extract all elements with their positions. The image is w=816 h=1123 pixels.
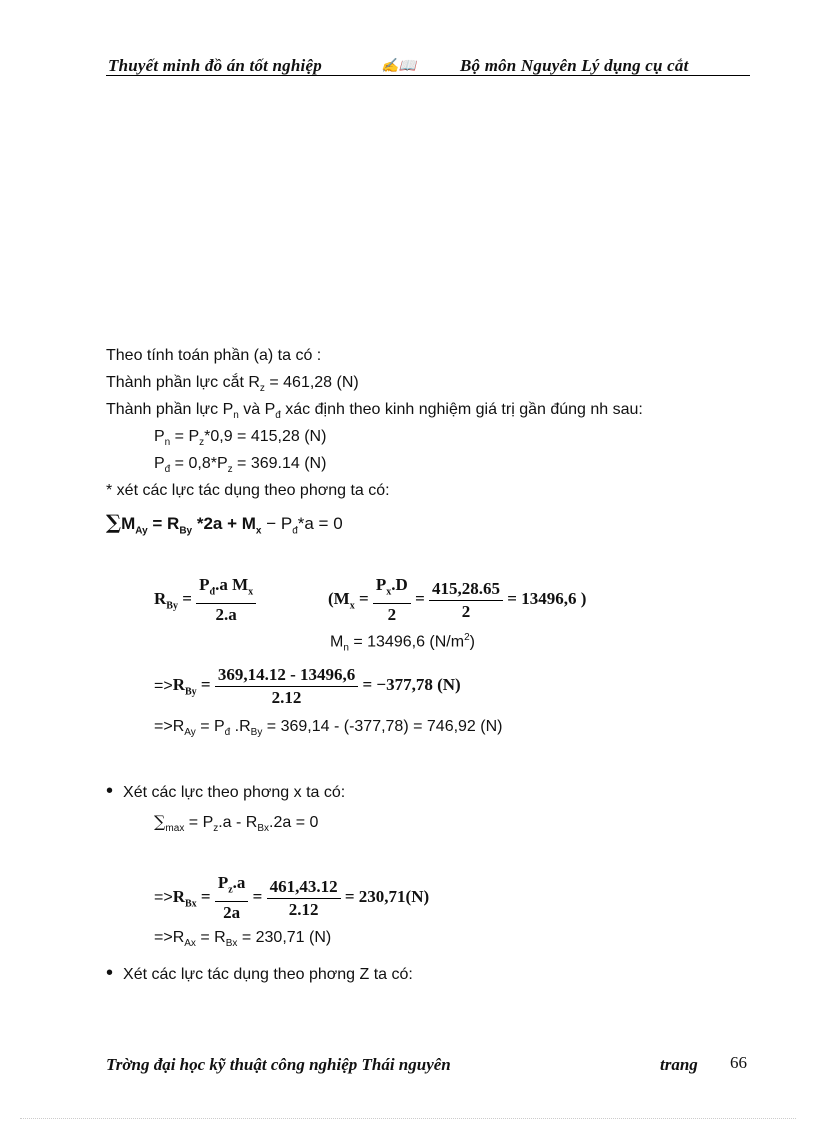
bullet-z: • Xét các lực tác dụng theo phơng Z ta có: [106, 962, 413, 984]
moment-equation: $\sum M_{Ay} = R_{By}$ $*2a + M_x - P_đ*a = 0$ [106, 510, 343, 537]
header-left: Thuyết minh đồ án tốt nghiệp [108, 56, 322, 75]
footer-left: Trờng đại học kỹ thuật công nghiệp Thái nguyên [106, 1055, 451, 1074]
page-number: 66 [730, 1053, 747, 1072]
mx-value: $M_n = 13496,6$ $(N/m^2)$ [330, 632, 475, 654]
header-ornament-icon: ✍📖 [381, 59, 417, 74]
header-right: Bộ môn Nguyên Lý dụng cụ cắt [460, 56, 689, 75]
formula-pn: $P_n = P_z*0,9 = 415,28$ (N) [154, 428, 327, 449]
formula-pd: $P_đ = 0,8*P_z = 369.14$ (N) [154, 455, 327, 476]
text-line: * xét các lực tác dụng theo phơng ta có: [106, 482, 390, 499]
rax-result: $=>R_{Ax} = R_{Bx} = 230,71$ (N) [154, 929, 332, 950]
sum-x-equation: $\sum_{max} = P_z.a - R_{Bx}.2a = 0$ [154, 812, 319, 835]
header-rule [106, 75, 750, 76]
bullet-x: • Xét các lực theo phơng x ta có: [106, 780, 346, 802]
rby-numeric: $=>R_{By}$ = $\frac{369,14.12 - 13496,6}{2.12}$ = −377,78 (N) [154, 665, 461, 707]
rby-formula: $R_{By}$ = $\frac{P_đ.a M_x}{2.a}$ [154, 574, 256, 626]
ray-result: $=>R_{Ay} = P_đ$ $.R_{By} = 369,14 - (-377,78) = 746,92$ (N) [154, 718, 503, 739]
text-line: Thành phần lực $P_n$ và $P_đ$ xác định theo kinh nghiệm giá trị gần đúng nh sau: [106, 401, 643, 422]
text-line: Theo tính toán phần (a) ta có : [106, 347, 322, 364]
rbx-formula: $=>R_{Bx}$ = $\frac{P_z.a}{2a}$ = $\frac{461,43.12}{2.12}$ = 230,71(N) [154, 873, 430, 923]
text-line: Thành phần lực cắt $R_z = 461,28$ (N) [106, 374, 359, 395]
mx-formula: ($M_x$ = $\frac{P_x.D}{2}$ = $\frac{415,28.65}{2}$ = 13496,6 ) [328, 575, 587, 625]
bottom-rule [20, 1118, 796, 1119]
footer-page-label: trang [660, 1055, 698, 1074]
